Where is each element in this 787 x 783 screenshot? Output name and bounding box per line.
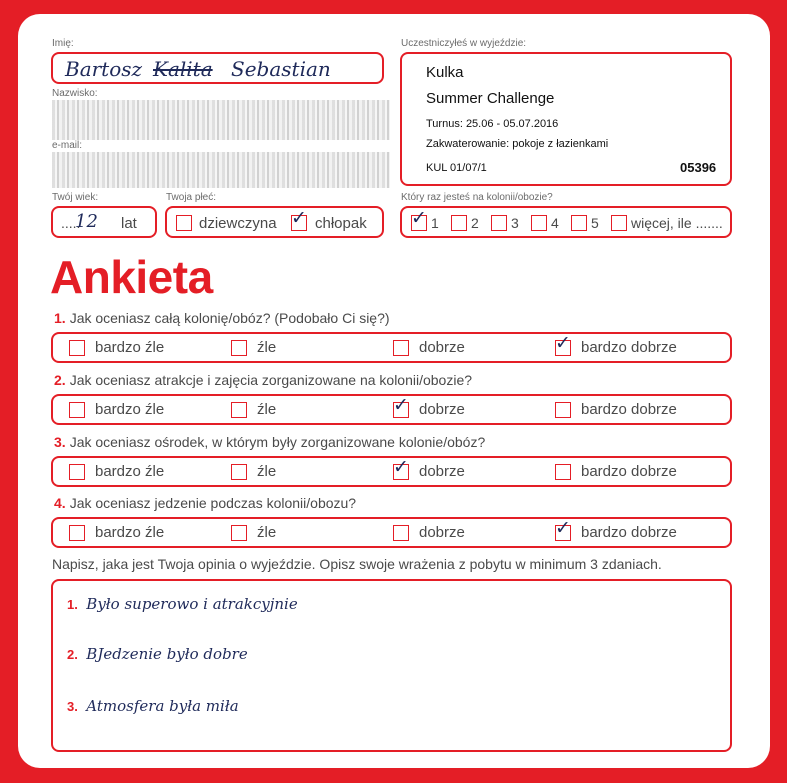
question-3-options	[51, 456, 732, 487]
rating-option-label: źle	[257, 463, 277, 480]
opinion-box[interactable]	[51, 579, 732, 752]
trip-name: Kulka	[426, 64, 464, 81]
question-number: 3.	[54, 434, 66, 450]
question-label: Jak oceniasz ośrodek, w którym były zorganizowane kolonie/obóz?	[69, 434, 486, 450]
times-field	[400, 206, 732, 238]
check-mark-icon: ✓	[291, 207, 307, 229]
email-redacted	[52, 152, 390, 188]
rating-option-label: dobrze	[419, 524, 465, 541]
rating-option-label: źle	[257, 339, 277, 356]
rating-option-label: bardzo źle	[95, 463, 165, 480]
age-field[interactable]	[51, 206, 157, 238]
check-mark-icon: ✓	[555, 332, 571, 354]
rating-checkbox[interactable]	[555, 332, 571, 356]
question-4-options	[51, 517, 732, 548]
gender-checkbox-girl[interactable]	[176, 215, 192, 231]
trip-label: Uczestniczyłeś w wyjeździe:	[401, 38, 527, 49]
question-2-options	[51, 394, 732, 425]
check-mark-icon: ✓	[393, 394, 409, 416]
rating-checkbox[interactable]	[231, 340, 247, 356]
trip-code: KUL 01/07/1	[426, 162, 487, 174]
opinion-prompt: Napisz, jaka jest Twoja opinia o wyjeździe. Opisz swoje wrażenia z pobytu w minimum 3 zdaniach.	[52, 556, 662, 572]
name-first: Bartosz	[65, 57, 143, 81]
gender-checkbox-boy[interactable]	[291, 207, 307, 231]
times-option-2: 2	[471, 215, 479, 231]
surname-label: Nazwisko:	[52, 88, 98, 99]
opinion-line-text: Atmosfera była miła	[86, 697, 239, 715]
rating-checkbox[interactable]	[555, 464, 571, 480]
times-label: Który raz jesteś na kolonii/obozie?	[401, 192, 553, 203]
opinion-line-number: 2.	[67, 647, 78, 662]
gender-field	[165, 206, 384, 238]
opinion-line-text: Było superowo i atrakcyjnie	[86, 595, 298, 613]
question-2-text	[54, 372, 472, 388]
gender-option-boy: chłopak	[315, 215, 367, 232]
opinion-line-number: 1.	[67, 597, 78, 612]
rating-option-label: bardzo źle	[95, 339, 165, 356]
trip-program: Summer Challenge	[426, 90, 555, 107]
rating-option-label: bardzo dobrze	[581, 339, 677, 356]
age-value: 12	[75, 211, 98, 232]
question-number: 2.	[54, 372, 66, 388]
question-1-text	[54, 310, 390, 326]
rating-checkbox[interactable]	[231, 402, 247, 418]
opinion-line-1	[67, 595, 298, 614]
rating-checkbox[interactable]	[393, 340, 409, 356]
question-4-text	[54, 495, 356, 511]
question-1-options	[51, 332, 732, 363]
rating-checkbox[interactable]	[69, 402, 85, 418]
rating-checkbox[interactable]	[69, 340, 85, 356]
gender-label: Twoja płeć:	[166, 192, 217, 203]
rating-checkbox[interactable]	[555, 402, 571, 418]
times-option-3: 3	[511, 215, 519, 231]
rating-option-label: bardzo dobrze	[581, 463, 677, 480]
surname-redacted	[52, 100, 390, 140]
rating-checkbox[interactable]	[231, 464, 247, 480]
opinion-line-2	[67, 645, 248, 664]
question-label: Jak oceniasz jedzenie podczas kolonii/obozu?	[69, 495, 357, 511]
gender-option-girl: dziewczyna	[199, 215, 277, 232]
name-struck: Kalita	[153, 57, 213, 81]
times-option-5: 5	[591, 215, 599, 231]
question-number: 4.	[54, 495, 66, 511]
rating-option-label: dobrze	[419, 401, 465, 418]
rating-checkbox[interactable]	[69, 464, 85, 480]
times-option-more: więcej, ile .......	[631, 215, 723, 231]
question-label: Jak oceniasz atrakcje i zajęcia zorganizowane na kolonii/obozie?	[69, 372, 473, 388]
rating-checkbox[interactable]	[393, 525, 409, 541]
trip-turnus: Turnus: 25.06 - 05.07.2016	[426, 118, 559, 130]
question-label: Jak oceniasz całą kolonię/obóz? (Podobało Ci się?)	[69, 310, 390, 326]
question-number: 1.	[54, 310, 66, 326]
times-checkbox-4[interactable]	[531, 215, 547, 231]
times-checkbox-2[interactable]	[451, 215, 467, 231]
email-label: e-mail:	[52, 140, 83, 151]
age-dots: .....	[61, 215, 81, 231]
times-checkbox-3[interactable]	[491, 215, 507, 231]
rating-option-label: bardzo dobrze	[581, 401, 677, 418]
rating-option-label: źle	[257, 524, 277, 541]
opinion-line-number: 3.	[67, 699, 78, 714]
question-3-text	[54, 434, 485, 450]
times-checkbox-1[interactable]	[411, 207, 427, 231]
times-option-1: 1	[431, 215, 439, 231]
times-option-4: 4	[551, 215, 559, 231]
times-checkbox-5[interactable]	[571, 215, 587, 231]
opinion-line-text: BJedzenie było dobre	[86, 645, 248, 663]
trip-accommodation: Zakwaterowanie: pokoje z łazienkami	[426, 138, 609, 150]
rating-checkbox[interactable]	[393, 394, 409, 418]
form-title: Ankieta	[50, 251, 213, 303]
check-mark-icon: ✓	[555, 517, 571, 539]
rating-option-label: dobrze	[419, 339, 465, 356]
trip-box	[400, 52, 732, 186]
times-checkbox-more[interactable]	[611, 215, 627, 231]
rating-checkbox[interactable]	[69, 525, 85, 541]
check-mark-icon: ✓	[411, 207, 427, 229]
rating-option-label: dobrze	[419, 463, 465, 480]
trip-number: 05396	[680, 160, 717, 175]
rating-checkbox[interactable]	[555, 517, 571, 541]
name-last: Sebastian	[231, 57, 331, 81]
age-label: Twój wiek:	[52, 192, 99, 203]
rating-option-label: źle	[257, 401, 277, 418]
rating-option-label: bardzo źle	[95, 524, 165, 541]
rating-option-label: bardzo źle	[95, 401, 165, 418]
check-mark-icon: ✓	[393, 456, 409, 478]
opinion-line-3	[67, 697, 239, 716]
rating-checkbox[interactable]	[393, 456, 409, 480]
rating-checkbox[interactable]	[231, 525, 247, 541]
name-field[interactable]	[51, 52, 384, 84]
age-unit: lat	[121, 215, 137, 232]
rating-option-label: bardzo dobrze	[581, 524, 677, 541]
name-label: Imię:	[52, 38, 74, 49]
